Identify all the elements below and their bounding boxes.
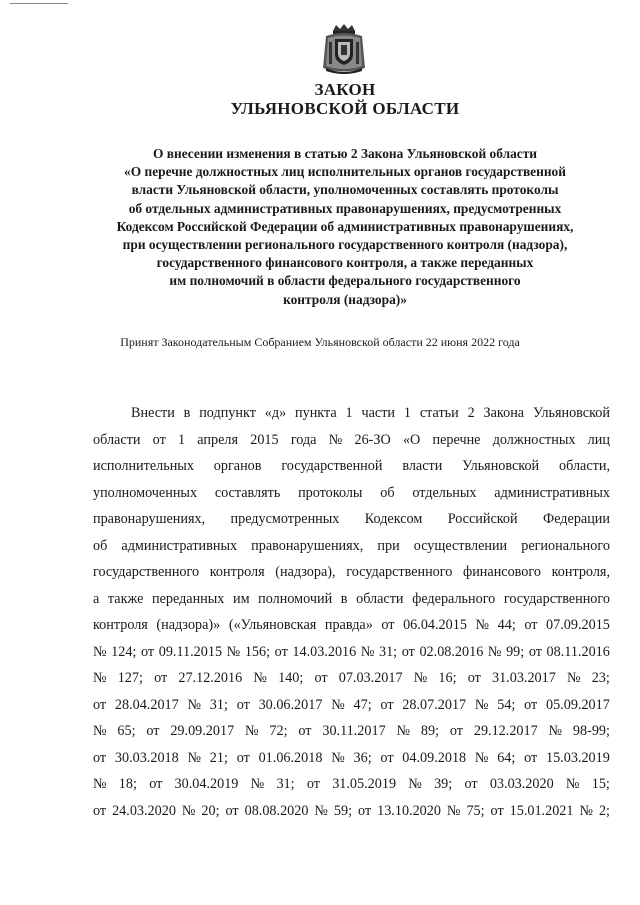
body-word: № — [250, 776, 265, 792]
body-word: № — [187, 696, 202, 713]
body-word: № — [331, 749, 345, 766]
body-word: контроля — [93, 617, 148, 633]
subject-line: «О перечне должностных лиц исполнительных органов государственной — [124, 164, 566, 180]
body-word: регионального — [521, 537, 610, 554]
body-word: федерального — [412, 590, 496, 607]
body-word: государственного — [346, 564, 453, 580]
body-line — [93, 718, 610, 745]
body-word: 30.11.2017 — [322, 723, 386, 739]
body-word: 27.12.2016 — [178, 670, 243, 686]
body-word: № — [474, 749, 489, 766]
body-word: от — [225, 802, 239, 819]
body-word: № — [181, 802, 196, 819]
body-word: 30.03.2018 — [114, 749, 179, 766]
body-word: области — [93, 431, 141, 448]
body-word: при — [377, 537, 400, 554]
body-word: от — [524, 617, 538, 633]
body-word: полномочий — [258, 590, 333, 607]
body-word: 28.07.2017 — [402, 696, 467, 713]
body-word: предусмотренных — [230, 511, 340, 527]
body-word: а — [93, 590, 100, 607]
body-word: об — [380, 484, 395, 501]
body-word: апреля — [197, 431, 238, 448]
body-word: подпункт — [199, 405, 256, 421]
body-line — [93, 665, 610, 692]
body-word: от — [524, 696, 538, 713]
body-word: 06.04.2015 — [403, 617, 467, 633]
body-line — [93, 533, 610, 560]
body-line — [93, 639, 610, 666]
body-word: № — [475, 617, 490, 633]
body-word: 24.03.2020 — [112, 802, 176, 819]
body-line — [93, 692, 610, 719]
body-word: от — [152, 431, 166, 448]
body-word: от — [146, 723, 160, 739]
body-word: № — [446, 802, 461, 819]
body-word: лиц — [587, 431, 610, 448]
body-word: отдельных — [412, 484, 477, 501]
body-word: «д» — [264, 405, 287, 421]
body-word: правонарушениях, — [251, 537, 364, 554]
body-word: 2; — [598, 802, 610, 819]
body-word: № — [328, 431, 343, 448]
body-word: от — [306, 776, 320, 792]
body-word: 04.09.2018 — [402, 749, 467, 766]
body-word: 09.11.2015 — [158, 643, 223, 660]
subject-line: власти Ульяновской области, уполномоченных составлять протоколы — [131, 182, 559, 198]
body-word: 20; — [201, 802, 220, 819]
body-word: от — [236, 749, 250, 766]
body-word: 2 — [467, 405, 475, 421]
law-title: ЗАКОН — [314, 80, 376, 99]
body-word: № — [253, 670, 267, 686]
body-word: переданных — [151, 590, 225, 607]
law-subject — [80, 145, 610, 309]
body-line — [93, 480, 610, 507]
body-word: государственной — [281, 458, 383, 474]
body-word: статьи — [419, 405, 459, 421]
body-word: от — [449, 723, 463, 739]
body-word: 156; — [244, 643, 271, 660]
body-word: (надзора), — [275, 564, 336, 580]
body-word: области — [356, 590, 404, 607]
body-word: в — [340, 590, 348, 607]
body-word: № — [487, 643, 502, 660]
body-word: от — [298, 723, 312, 739]
subject-line: им полномочий в области федерального государственного — [169, 273, 521, 289]
body-word: 127; — [117, 670, 143, 686]
body-word: 21; — [209, 749, 228, 766]
body-word: административных — [121, 537, 238, 554]
body-word: от — [149, 776, 163, 792]
body-word: Внести — [131, 405, 175, 421]
body-word: 44; — [497, 617, 516, 633]
subject-line: Кодексом Российской Федерации об административных правонарушениях, — [116, 218, 574, 234]
body-word: финансового — [463, 564, 541, 580]
body-word: («Ульяновская — [228, 617, 317, 633]
law-region: УЛЬЯНОВСКОЙ ОБЛАСТИ — [230, 99, 460, 118]
body-word: № — [314, 802, 328, 819]
body-word: 18; — [118, 776, 137, 792]
body-word: от — [490, 802, 504, 819]
body-word: 01.06.2018 — [258, 749, 323, 766]
body-line — [93, 745, 610, 772]
body-word: также — [107, 590, 144, 607]
body-word: от — [467, 670, 481, 686]
body-word: 1 — [403, 405, 411, 421]
body-word: 89; — [420, 723, 440, 739]
body-line — [93, 798, 610, 825]
body-word: административных — [494, 484, 610, 501]
body-word: (надзора)» — [156, 617, 221, 633]
coat-of-arms-icon — [318, 22, 370, 76]
adoption-note: Принят Законодательным Собранием Ульяновской области 22 июня 2022 года — [120, 335, 520, 349]
body-word: правда» — [324, 617, 373, 633]
body-word: 72; — [269, 723, 288, 739]
body-word: 05.09.2017 — [545, 696, 610, 713]
body-word: от — [236, 696, 250, 713]
body-word: от — [401, 643, 415, 660]
body-word: протоколы — [298, 484, 363, 501]
body-word: исполнительных — [93, 458, 194, 474]
subject-line: О внесении изменения в статью 2 Закона Ульяновской области — [152, 146, 538, 161]
body-word: № — [226, 643, 241, 660]
body-word: Закона — [483, 405, 525, 421]
body-word: 31; — [276, 776, 295, 792]
body-word: 75; — [466, 802, 485, 819]
body-word: власти — [402, 458, 443, 474]
body-line — [93, 453, 610, 480]
body-word: 47; — [353, 696, 372, 713]
body-word: от — [93, 749, 107, 766]
body-word: 98-99; — [572, 723, 610, 739]
body-word: 07.09.2015 — [546, 617, 610, 633]
body-word: Российской — [447, 511, 518, 527]
body-word: от — [154, 670, 168, 686]
body-word: перечне — [432, 431, 481, 448]
body-word: 03.03.2020 — [489, 776, 554, 792]
body-word: Ульяновской — [532, 405, 610, 421]
body-word: года — [290, 431, 317, 448]
body-word: 15.01.2021 — [509, 802, 574, 819]
body-line — [93, 771, 610, 798]
body-word: 13.10.2020 — [377, 802, 441, 819]
body-word: 30.06.2017 — [258, 696, 323, 713]
body-word: контроля — [209, 564, 265, 580]
body-word: области, — [559, 458, 610, 474]
body-word: от — [464, 776, 478, 792]
body-word: от — [381, 617, 395, 633]
body-word: составлять — [214, 484, 281, 501]
body-word: 2015 — [250, 431, 279, 448]
body-line — [93, 400, 610, 427]
body-word: 29.09.2017 — [170, 723, 235, 739]
body-word: от — [93, 802, 107, 819]
body-word: 36; — [353, 749, 372, 766]
body-word: 26-ЗО — [354, 431, 391, 448]
body-line — [93, 559, 610, 586]
body-word: 15; — [591, 776, 610, 792]
body-word: 31; — [378, 643, 398, 660]
top-edge-mark — [10, 3, 68, 4]
body-word: № — [474, 696, 489, 713]
body-word: 28.04.2017 — [114, 696, 179, 713]
body-word: Ульяновской — [462, 458, 540, 474]
body-word: № — [331, 696, 345, 713]
subject-line: контроля (надзора)» — [283, 291, 407, 307]
body-word: 16; — [438, 670, 457, 686]
body-word: от — [93, 696, 107, 713]
body-word: № — [565, 776, 580, 792]
body-word: № — [93, 670, 107, 686]
body-word: от — [141, 643, 155, 660]
body-word: государственного — [503, 590, 610, 607]
body-word: уполномоченных — [93, 484, 198, 501]
body-word: правонарушениях, — [93, 511, 206, 527]
body-word: 1 — [345, 405, 353, 421]
body-word: 124; — [111, 643, 137, 660]
body-word: осуществлении — [413, 537, 508, 554]
body-word: 65; — [117, 723, 136, 739]
body-word: № — [93, 643, 107, 660]
body-word: «О — [402, 431, 421, 448]
body-word: пункта — [295, 405, 337, 421]
body-word: части — [361, 405, 396, 421]
body-word: от — [380, 749, 394, 766]
body-word: должностных — [492, 431, 576, 448]
subject-line: при осуществлении регионального государственного контроля (надзора), — [122, 237, 568, 253]
body-word: контроля, — [551, 564, 610, 580]
body-word: от — [528, 643, 542, 660]
body-word: Федерации — [542, 511, 610, 527]
body-word: 15.03.2019 — [545, 749, 610, 766]
body-word: органов — [213, 458, 262, 474]
body-word: от — [380, 696, 394, 713]
body-word: 08.11.2016 — [546, 643, 610, 660]
body-word: № — [548, 723, 563, 739]
body-word: № — [360, 643, 375, 660]
body-word: Кодексом — [364, 511, 423, 527]
body-word: 31; — [209, 696, 228, 713]
body-word: от — [314, 670, 328, 686]
body-word: 23; — [591, 670, 610, 686]
law-body-text — [93, 400, 610, 824]
body-word: 39; — [434, 776, 453, 792]
body-word: № — [93, 776, 107, 792]
body-word: 08.08.2020 — [244, 802, 309, 819]
body-word: № — [408, 776, 422, 792]
body-word: 59; — [333, 802, 353, 819]
body-word: 29.12.2017 — [473, 723, 538, 739]
subject-line: об отдельных административных правонарушениях, предусмотренных — [128, 200, 562, 216]
body-word: государственного — [93, 564, 200, 580]
body-word: от — [274, 643, 288, 660]
body-line — [93, 427, 610, 454]
body-word: 14.03.2016 — [292, 643, 357, 660]
body-word: 1 — [177, 431, 186, 448]
body-word: № — [187, 749, 202, 766]
body-word: 02.08.2016 — [419, 643, 484, 660]
body-line — [93, 506, 610, 533]
body-word: им — [233, 590, 250, 607]
body-word: 99; — [506, 643, 525, 660]
body-word: 54; — [497, 696, 516, 713]
body-word: 31.03.2017 — [491, 670, 556, 686]
body-word: № — [579, 802, 593, 819]
body-word: 140; — [278, 670, 304, 686]
body-word: от — [524, 749, 538, 766]
body-word: № — [413, 670, 428, 686]
body-word: 31.05.2019 — [332, 776, 397, 792]
subject-line: государственного финансового контроля, а также переданных — [156, 255, 534, 271]
body-word: в — [183, 405, 191, 421]
body-word: № — [566, 670, 581, 686]
body-line — [93, 586, 610, 613]
body-word: об — [93, 537, 108, 554]
body-word: 30.04.2019 — [174, 776, 239, 792]
body-word: 07.03.2017 — [338, 670, 403, 686]
body-word: 64; — [497, 749, 516, 766]
body-word: № — [93, 723, 107, 739]
body-line — [93, 612, 610, 639]
body-word: от — [358, 802, 372, 819]
body-word: № — [396, 723, 411, 739]
body-word: № — [245, 723, 259, 739]
